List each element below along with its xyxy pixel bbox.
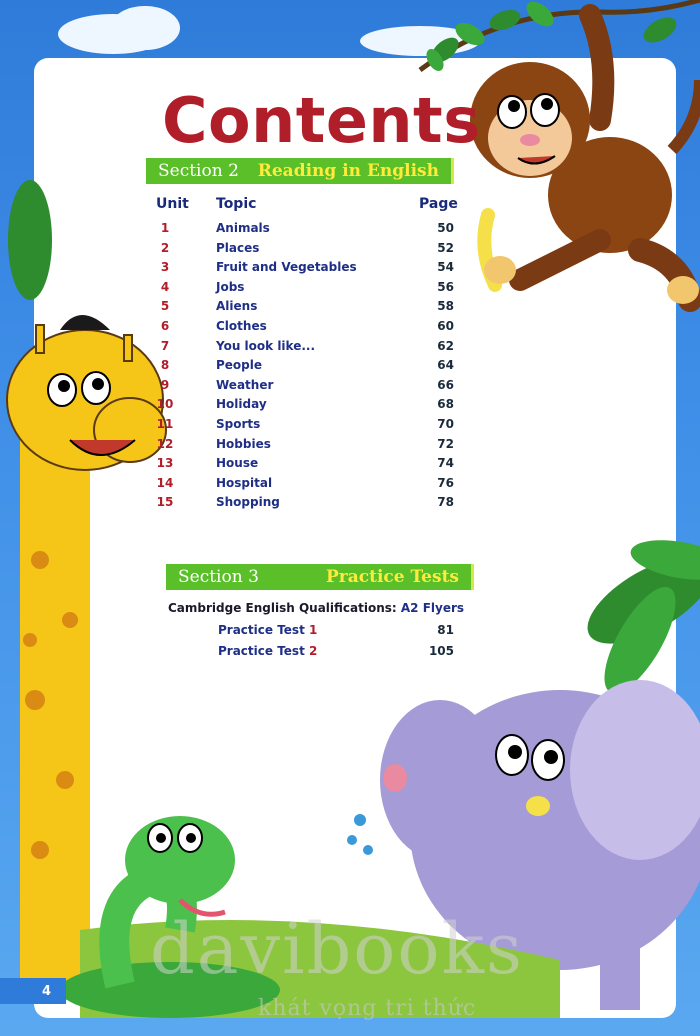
contents-row[interactable] — [150, 280, 460, 300]
practice-test-number: 2 — [309, 644, 318, 658]
page-ref: 50 — [437, 221, 454, 235]
section3-name: Practice Tests — [325, 567, 459, 587]
contents-row[interactable] — [150, 221, 460, 241]
topic-title: Places — [216, 240, 260, 255]
topic-title: Sports — [216, 417, 261, 431]
unit-number: 6 — [160, 319, 170, 333]
practice-test-label: Practice Test — [218, 644, 305, 658]
topic-title: Aliens — [216, 299, 258, 314]
topic-title: You look like... — [216, 338, 316, 353]
unit-number: 8 — [160, 358, 170, 373]
page-ref: 78 — [437, 495, 454, 510]
contents-row[interactable] — [150, 437, 460, 457]
page-title: Contents — [162, 84, 481, 157]
practice-test-label: Practice Test — [218, 623, 305, 637]
topic-title: Hobbies — [216, 436, 271, 451]
contents-row[interactable] — [150, 260, 460, 280]
unit-number: 4 — [160, 279, 170, 294]
unit-number: 13 — [156, 456, 174, 471]
contents-row[interactable] — [150, 476, 460, 496]
page-ref: 66 — [437, 377, 454, 392]
contents-row[interactable] — [150, 378, 460, 398]
page-ref: 56 — [437, 279, 454, 294]
topic-title: Clothes — [216, 319, 267, 333]
qualification-line — [168, 601, 464, 615]
page-ref: 68 — [437, 397, 454, 412]
unit-number: 5 — [160, 299, 170, 314]
contents-row[interactable] — [150, 358, 460, 378]
topic-title: Animals — [216, 221, 270, 235]
practice-test-row[interactable] — [218, 623, 454, 637]
topic-title: Hospital — [216, 475, 273, 490]
contents-row[interactable] — [150, 417, 460, 437]
topic-title: Weather — [216, 377, 274, 392]
unit-number: 3 — [160, 260, 170, 275]
topic-title: Shopping — [216, 495, 280, 510]
unit-number: 10 — [156, 397, 174, 412]
watermark-tagline: khát vọng tri thức — [258, 996, 477, 1021]
page-ref: 54 — [437, 260, 454, 275]
qualification-level: A2 Flyers — [400, 601, 465, 615]
header-topic: Topic — [216, 196, 257, 212]
contents-row[interactable] — [150, 339, 460, 359]
page-ref: 62 — [437, 338, 454, 353]
unit-number: 12 — [156, 436, 174, 451]
page-ref: 58 — [437, 299, 454, 314]
watermark-brand: davibooks — [150, 908, 524, 990]
topic-title: Fruit and Vegetables — [216, 260, 357, 275]
contents-row[interactable] — [150, 495, 460, 515]
page-ref: 52 — [437, 240, 454, 255]
unit-number: 7 — [160, 338, 170, 353]
qualification-prefix: Cambridge English Qualifications: — [168, 601, 397, 615]
unit-number: 11 — [156, 417, 174, 431]
page-ref: 70 — [437, 417, 454, 431]
topic-title: People — [216, 358, 263, 373]
page-ref: 64 — [437, 358, 454, 373]
page-number: 4 — [0, 978, 66, 1004]
unit-number: 1 — [160, 221, 170, 235]
page-ref: 76 — [437, 475, 454, 490]
practice-test-page: 105 — [428, 644, 454, 658]
jungle-vines-illustration — [420, 0, 700, 74]
contents-row[interactable] — [150, 241, 460, 261]
contents-row[interactable] — [150, 397, 460, 417]
topic-title: Jobs — [216, 279, 245, 294]
topic-title: Holiday — [216, 397, 267, 412]
practice-test-number: 1 — [309, 623, 318, 637]
unit-number: 2 — [160, 240, 170, 255]
unit-number: 15 — [156, 495, 174, 510]
page-ref: 72 — [437, 436, 454, 451]
monkey-illustration — [470, 15, 700, 304]
contents-row[interactable] — [150, 299, 460, 319]
unit-number: 9 — [160, 377, 170, 392]
section2-label: Section 2 — [158, 161, 239, 181]
section2-name: Reading in English — [257, 161, 439, 181]
unit-number: 14 — [156, 475, 174, 490]
section3-banner — [166, 564, 474, 590]
page-ref: 60 — [437, 319, 454, 333]
practice-test-page: 81 — [437, 623, 454, 637]
page-ref: 74 — [437, 456, 454, 471]
header-unit: Unit — [156, 196, 189, 212]
contents-row[interactable] — [150, 319, 460, 339]
section3-label: Section 3 — [178, 567, 259, 587]
header-page: Page — [419, 196, 458, 212]
topic-title: House — [216, 456, 259, 471]
practice-test-row[interactable] — [218, 644, 454, 658]
section2-banner — [146, 158, 454, 184]
contents-row[interactable] — [150, 456, 460, 476]
